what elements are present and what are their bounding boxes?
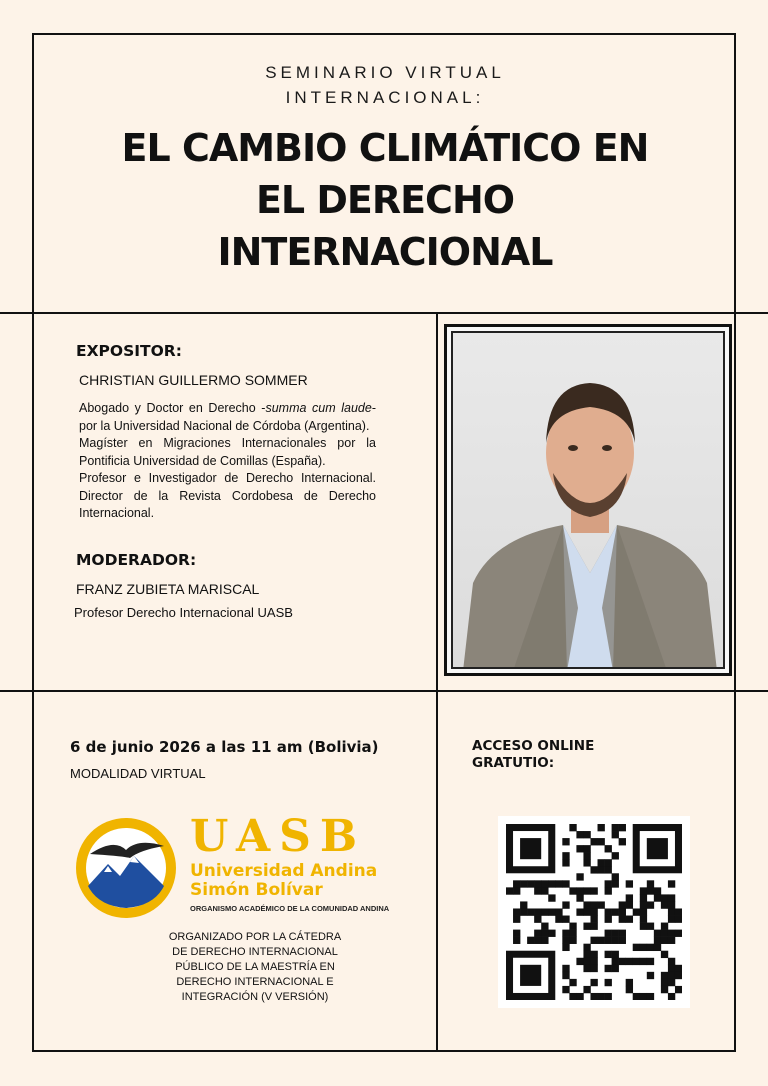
logo-tagline: ORGANISMO ACADÉMICO DE LA COMUNIDAD ANDINA	[190, 904, 390, 913]
moderador-heading: MODERADOR:	[76, 550, 197, 569]
pre-title-line1: SEMINARIO VIRTUAL	[265, 63, 505, 82]
event-modality: MODALIDAD VIRTUAL	[70, 766, 206, 781]
title-line1: EL CAMBIO CLIMÁTICO EN	[121, 126, 649, 170]
pre-title-line2: INTERNACIONAL:	[285, 88, 485, 107]
bio-paragraph-1	[79, 400, 376, 435]
divider-vertical	[436, 312, 438, 1052]
qr-code-graphic[interactable]	[506, 824, 682, 1000]
organizer-line3: PÚBLICO DE LA MAESTRÍA EN	[175, 961, 335, 973]
expositor-name: CHRISTIAN GUILLERMO SOMMER	[79, 372, 308, 388]
expositor-heading: EXPOSITOR:	[76, 342, 182, 360]
organizer-note	[150, 930, 360, 1005]
speaker-photo	[444, 324, 732, 676]
bio-1c: - por la Universidad Nacional de Córdoba (Argentina).	[79, 401, 377, 433]
title-line2: EL DERECHO	[255, 178, 515, 222]
title-block	[34, 34, 736, 312]
logo-acronym: UASB	[190, 811, 367, 862]
organizer-line1: ORGANIZADO POR LA CÁTEDRA	[168, 931, 342, 943]
divider-top	[0, 312, 768, 314]
logo-name-line2: Simón Bolívar	[190, 880, 323, 900]
access-line2: GRATUTIO:	[472, 755, 555, 771]
page-title	[34, 122, 736, 278]
title-line3: INTERNACIONAL	[217, 230, 553, 274]
bio-1b: summa cum laude	[265, 401, 372, 415]
qr-code[interactable]	[498, 816, 690, 1008]
expositor-bio	[79, 400, 376, 523]
uasb-logo	[74, 811, 404, 920]
access-line1: ACCESO ONLINE	[472, 738, 595, 754]
event-date: 6 de junio 2026 a las 11 am (Bolivia)	[70, 738, 379, 756]
organizer-line4: DERECHO INTERNACIONAL E	[176, 976, 334, 988]
moderador-role: Profesor Derecho Internacional UASB	[74, 604, 293, 620]
bio-paragraph-2: Magíster en Migraciones Internacionales por la Pontificia Universidad de Comillas (España).	[79, 436, 376, 468]
logo-name-line1: Universidad Andina	[190, 861, 378, 881]
frame-bottom	[32, 1050, 736, 1052]
bio-paragraph-3: Profesor e Investigador de Derecho Internacional. Director de la Revista Cordobesa de Derecho Internacional.	[79, 471, 376, 520]
divider-middle	[0, 690, 768, 692]
speaker-portrait	[451, 331, 725, 669]
speaker-info	[76, 342, 376, 620]
portrait-illustration	[453, 333, 725, 669]
organizer-line5: INTEGRACIÓN (V VERSIÓN)	[181, 991, 329, 1003]
uasb-emblem	[74, 816, 178, 920]
access-label	[472, 738, 594, 772]
organizer-line2: DE DERECHO INTERNACIONAL	[172, 946, 338, 958]
moderador-name: FRANZ ZUBIETA MARISCAL	[76, 580, 260, 597]
pre-title	[34, 60, 736, 110]
bio-1a: Abogado y Doctor en Derecho -	[79, 401, 266, 415]
